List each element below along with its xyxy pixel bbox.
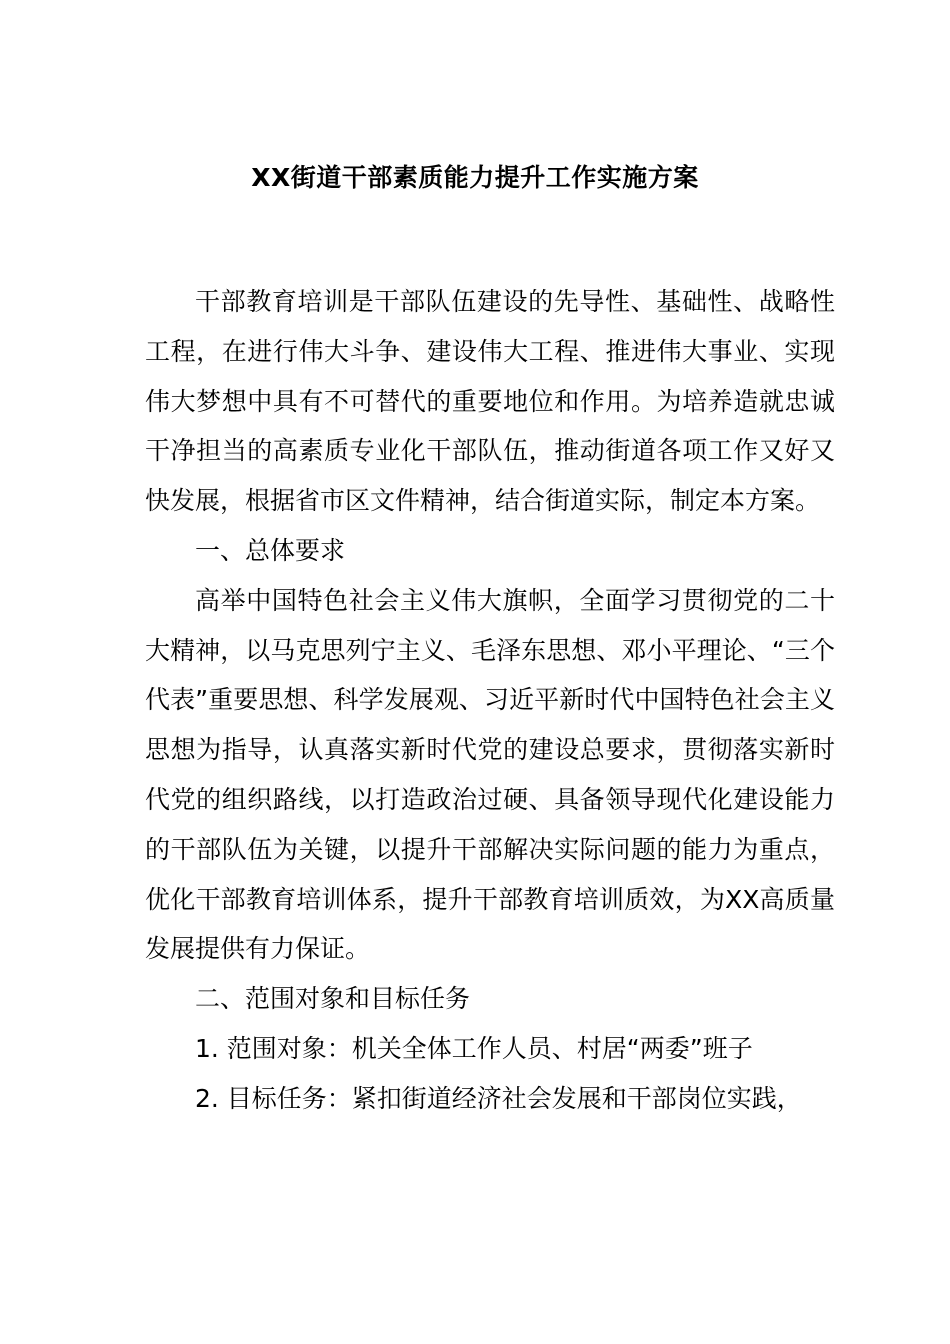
general-requirements-paragraph: 高举中国特色社会主义伟大旗帜，全面学习贯彻党的二十大精神，以马克思列宁主义、毛泽东思想、邓小平理论、“三个代表”重要思想、科学发展观、习近平新时代中国特色社会主义思想为指导，认真落实新时代党的建设总要求，贯彻落实新时代党的组织路线，以打造政治过硬、具备领导现代化建设能力的干部队伍为关键，以提升干部解决实际问题的能力为重点，优化干部教育培训体系，提升干部教育培训质效，为XX高质量发展提供有力保证。: [145, 585, 835, 964]
intro-paragraph: 干部教育培训是干部队伍建设的先导性、基础性、战略性工程，在进行伟大斗争、建设伟大工程、推进伟大事业、实现伟大梦想中具有不可替代的重要地位和作用。为培养造就忠诚干净担当的高素质专业化干部队伍，推动街道各项工作又好又快发展，根据省市区文件精神，结合街道实际，制定本方案。: [145, 287, 835, 516]
section-heading-scope-and-targets: 二、范围对象和目标任务: [195, 984, 471, 1014]
section-heading-general-requirements: 一、总体要求: [195, 535, 346, 565]
document-title: XX街道干部素质能力提升工作实施方案: [251, 163, 699, 192]
scope-item: 1. 范围对象：机关全体工作人员、村居“两委”班子: [195, 1033, 753, 1063]
target-item: 2. 目标任务：紧扣街道经济社会发展和干部岗位实践，: [195, 1083, 802, 1113]
document-body: [145, 277, 835, 1124]
